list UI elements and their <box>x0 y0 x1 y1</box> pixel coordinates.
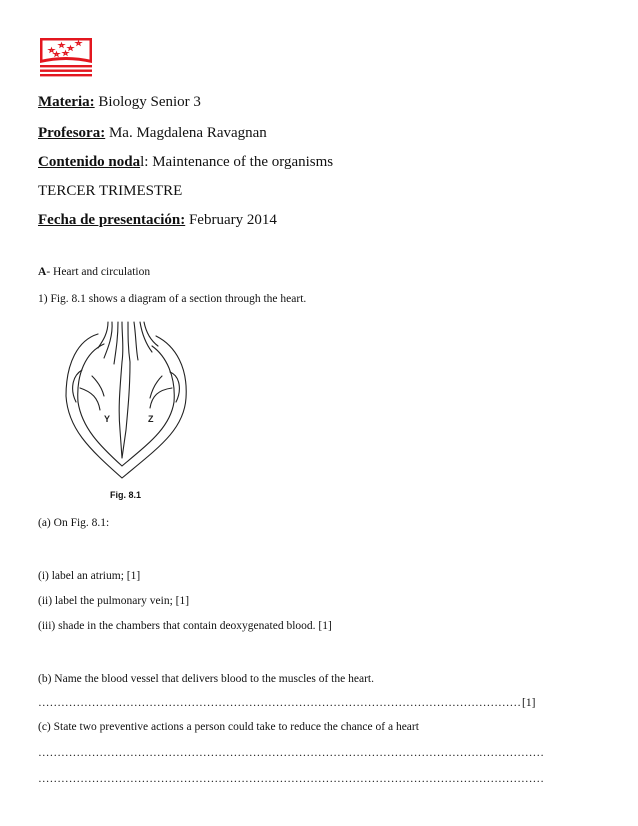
subject-line <box>38 94 201 111</box>
question-1: 1) Fig. 8.1 shows a diagram of a section through the heart. <box>38 293 307 305</box>
answer-line-c-2: …………………………………………………………………………………………………………………… <box>38 773 544 785</box>
figure-label-y: Y <box>104 414 111 424</box>
question-a-i: (i) label an atrium; [1] <box>38 570 141 582</box>
question-c: (c) State two preventive actions a person could take to reduce the chance of a heart <box>38 721 419 733</box>
date-line <box>38 212 277 229</box>
answer-line-b: ……………………………………………………………………………………………………………… <box>38 697 521 709</box>
question-a: (a) On Fig. 8.1: <box>38 517 110 529</box>
profesora-label: Profesora: <box>38 125 106 141</box>
contenido-label: Contenido noda <box>38 154 141 170</box>
mark-b: [1] <box>522 697 536 709</box>
content-line <box>38 154 333 171</box>
school-crest-icon <box>38 36 94 80</box>
figure-caption: Fig. 8.1 <box>110 490 142 500</box>
contenido-value: Maintenance of the organisms <box>152 154 334 170</box>
figure-label-z: Z <box>148 414 154 424</box>
section-title: - Heart and circulation <box>46 266 151 278</box>
contenido-label-rest: l: <box>140 154 149 170</box>
section-letter: A <box>38 266 47 278</box>
question-a-iii: (iii) shade in the chambers that contain deoxygenated blood. [1] <box>38 620 332 632</box>
fecha-label: Fecha de presentación: <box>38 212 186 228</box>
trimester-heading: TERCER TRIMESTRE <box>38 183 183 199</box>
section-heading <box>38 266 150 278</box>
heart-diagram <box>58 318 196 488</box>
answer-line-c-1: …………………………………………………………………………………………………………………… <box>38 747 544 759</box>
question-a-ii: (ii) label the pulmonary vein; [1] <box>38 595 190 607</box>
question-b: (b) Name the blood vessel that delivers blood to the muscles of the heart. <box>38 673 374 685</box>
teacher-line <box>38 125 267 142</box>
fecha-value: February 2014 <box>188 212 277 228</box>
materia-label: Materia: <box>38 94 95 110</box>
profesora-value: Ma. Magdalena Ravagnan <box>108 125 267 141</box>
materia-value: Biology Senior 3 <box>98 94 201 110</box>
